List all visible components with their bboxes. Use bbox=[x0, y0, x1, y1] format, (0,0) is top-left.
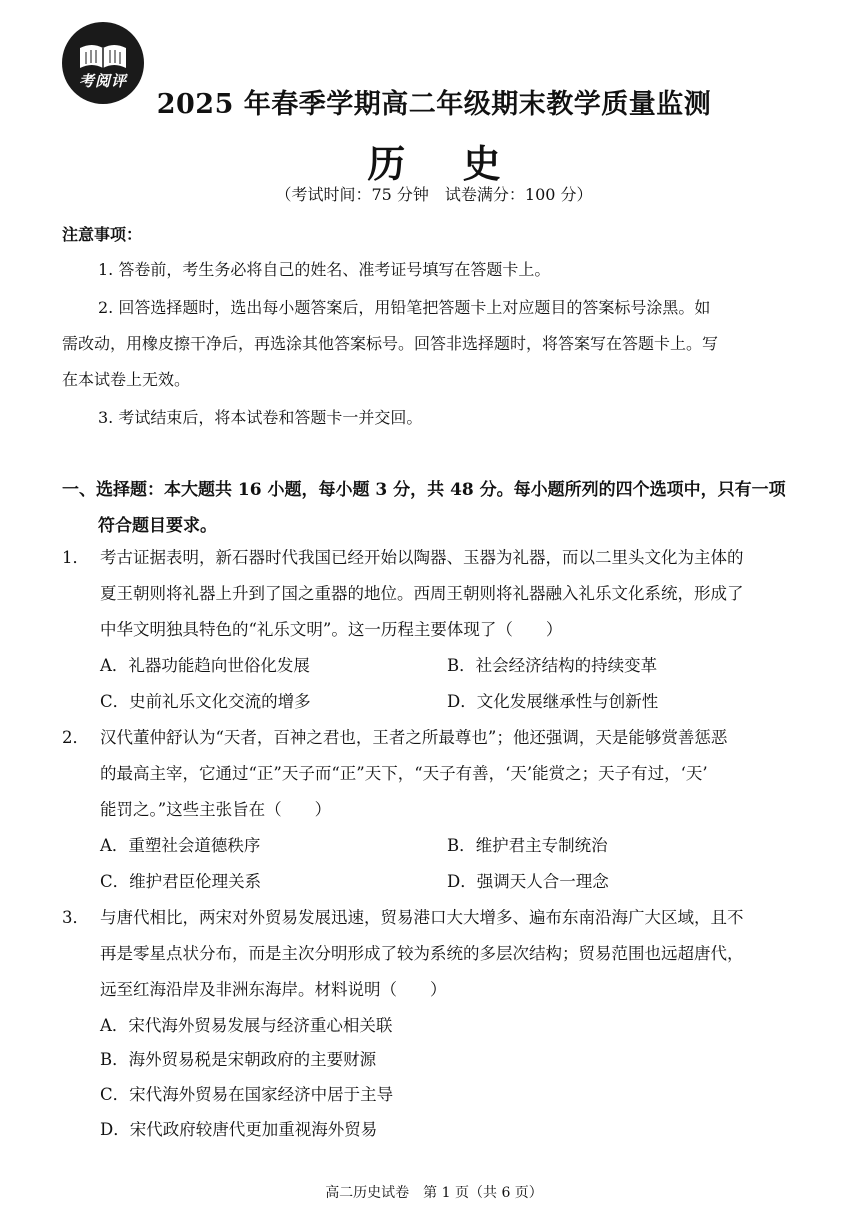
question-1 bbox=[62, 540, 822, 648]
question-number: 1． bbox=[62, 548, 89, 567]
q1-option-b: B．社会经济结构的持续变革 bbox=[447, 656, 658, 675]
question-number: 3． bbox=[62, 908, 89, 927]
question-3 bbox=[62, 900, 822, 1008]
logo-text: 考阅评 bbox=[78, 72, 127, 90]
question-text-line-1: 汉代董仲舒认为“天者，百神之君也，王者之所最尊也”；他还强调，天是能够赏善惩恶 bbox=[100, 728, 728, 747]
note-item-2-line-2: 需改动，用橡皮擦干净后，再选涂其他答案标号。回答非选择题时，将答案写在答题卡上。写 bbox=[62, 334, 719, 353]
page-footer: 高二历史试卷 第 1 页（共 6 页） bbox=[325, 1185, 543, 1201]
q1-option-d: D．文化发展继承性与创新性 bbox=[447, 692, 659, 711]
question-number: 2． bbox=[62, 728, 89, 747]
q2-option-b: B．维护君主专制统治 bbox=[447, 836, 608, 855]
question-text-line-3: 能罚之。”这些主张旨在（ ） bbox=[100, 800, 332, 819]
question-text-line-1: 考古证据表明，新石器时代我国已经开始以陶器、玉器为礼器，而以二里头文化为主体的 bbox=[100, 548, 744, 567]
note-item-2-line-1: 2. 回答选择题时，选出每小题答案后，用铅笔把答题卡上对应题目的答案标号涂黑。如 bbox=[98, 298, 711, 317]
note-item-2-line-3: 在本试卷上无效。 bbox=[62, 370, 191, 389]
q1-option-c: C．史前礼乐文化交流的增多 bbox=[100, 692, 311, 711]
exam-info: （考试时间：75 分钟 试卷满分：100 分） bbox=[275, 185, 593, 204]
note-item-3: 3. 考试结束后，将本试卷和答题卡一并交回。 bbox=[98, 408, 423, 427]
section-heading-line-2: 符合题目要求。 bbox=[98, 516, 217, 536]
q2-option-c: C．维护君臣伦理关系 bbox=[100, 872, 262, 891]
question-2 bbox=[62, 720, 822, 828]
question-text-line-2: 夏王朝则将礼器上升到了国之重器的地位。西周王朝则将礼器融入礼乐文化系统，形成了 bbox=[100, 584, 744, 603]
q3-option-a: A．宋代海外贸易发展与经济重心相关联 bbox=[100, 1016, 393, 1035]
exam-title: 2025 年春季学期高二年级期末教学质量监测 bbox=[156, 89, 712, 120]
note-item-1: 1. 答卷前，考生务必将自己的姓名、准考证号填写在答题卡上。 bbox=[98, 260, 551, 279]
question-text-line-3: 远至红海沿岸及非洲东海岸。材料说明（ ） bbox=[100, 980, 447, 999]
section-heading bbox=[62, 472, 822, 544]
notes-title: 注意事项： bbox=[62, 225, 143, 244]
q3-option-d: D．宋代政府较唐代更加重视海外贸易 bbox=[100, 1120, 378, 1139]
section-heading-line-1: 一、选择题：本大题共 16 小题，每小题 3 分，共 48 分。每小题所列的四个选项中，只有一项 bbox=[62, 480, 786, 500]
question-text-line-3: 中华文明独具特色的“礼乐文明”。这一历程主要体现了（ ） bbox=[100, 620, 563, 639]
q3-option-b: B．海外贸易税是宋朝政府的主要财源 bbox=[100, 1050, 377, 1069]
q1-option-a: A．礼器功能趋向世俗化发展 bbox=[100, 656, 310, 675]
question-text-line-2: 的最高主宰，它通过“正”天子而“正”天下，“天子有善，‘天’能赏之；天子有过，‘天’ bbox=[100, 764, 708, 783]
question-text-line-2: 再是零星点状分布，而是主次分明形成了较为系统的多层次结构；贸易范围也远超唐代， bbox=[100, 944, 744, 963]
question-text-line-1: 与唐代相比，两宋对外贸易发展迅速，贸易港口大大增多、遍布东南沿海广大区域，且不 bbox=[100, 908, 744, 927]
subject-title: 历 史 bbox=[367, 141, 523, 186]
q2-option-a: A．重塑社会道德秩序 bbox=[100, 836, 261, 855]
q2-option-d: D．强调天人合一理念 bbox=[447, 872, 609, 891]
q3-option-c: C．宋代海外贸易在国家经济中居于主导 bbox=[100, 1085, 394, 1104]
